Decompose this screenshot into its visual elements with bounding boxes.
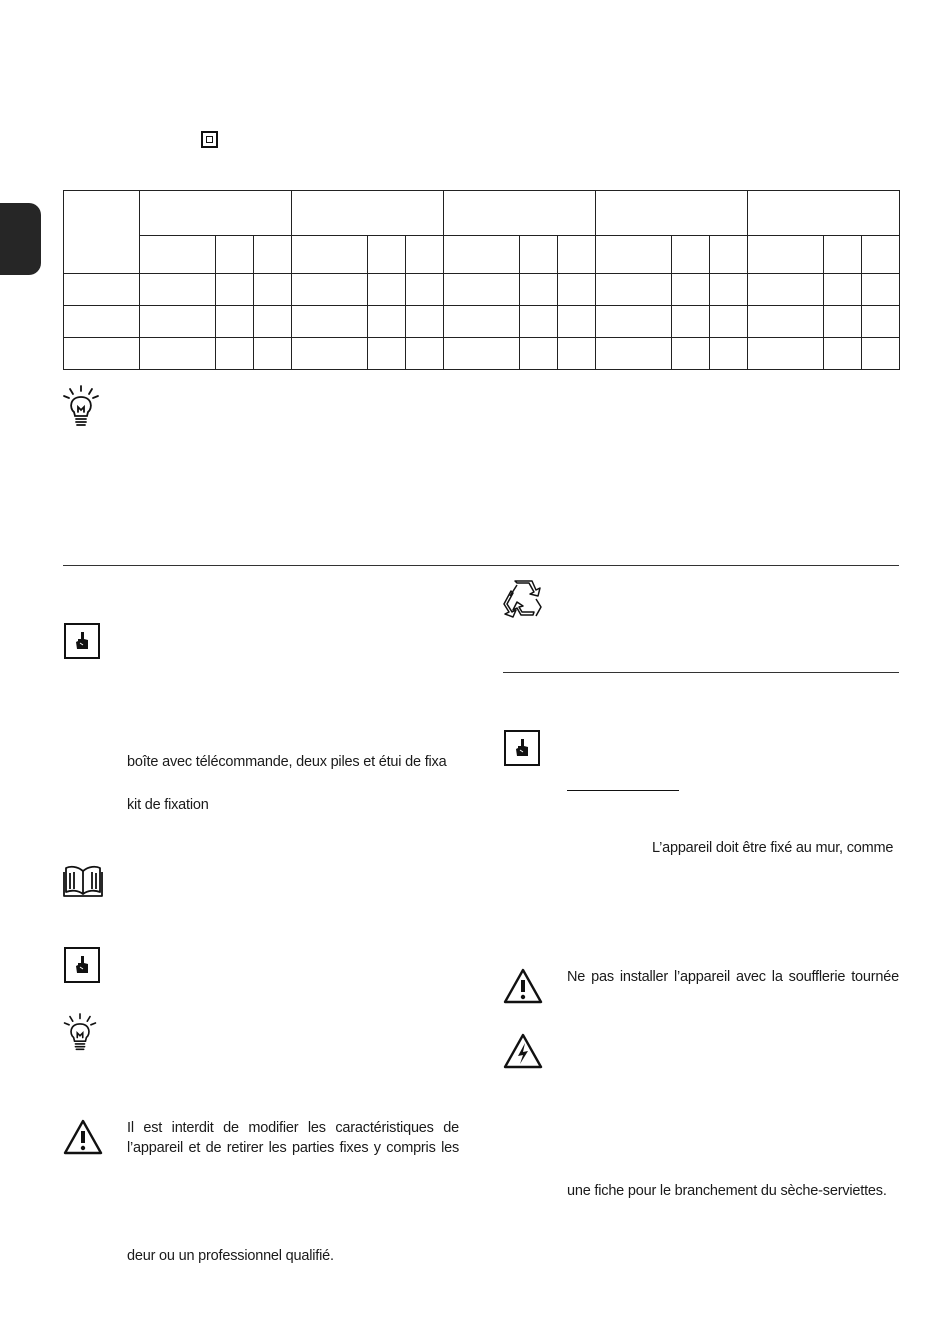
warning-text-line: l’appareil et de retirer les parties fixes y compris les	[127, 1140, 459, 1156]
blower-warning-text: Ne pas installer l’appareil avec la soufflerie tournée	[567, 969, 899, 985]
table-group-header	[140, 191, 292, 236]
plug-instruction: une fiche pour le branchement du sèche-serviettes.	[567, 1183, 887, 1199]
table-group-header	[748, 191, 900, 236]
pointing-hand-icon	[64, 947, 100, 983]
table-row	[64, 338, 900, 370]
lightbulb-icon	[62, 1013, 98, 1053]
warning-triangle-icon	[63, 1119, 103, 1155]
specification-table	[63, 190, 900, 370]
mounting-instruction: L’appareil doit être fixé au mur, comme	[652, 840, 894, 856]
open-book-icon	[62, 863, 104, 899]
lightbulb-icon	[62, 385, 100, 429]
recycle-icon	[503, 579, 543, 621]
contents-item: kit de fixation	[127, 797, 209, 813]
table-group-header	[444, 191, 596, 236]
warning-text-line: deur ou un professionnel qualifié.	[127, 1248, 334, 1264]
underline-rule	[567, 790, 679, 791]
contents-item: boîte avec télécommande, deux piles et étui de fixa	[127, 754, 447, 770]
pointing-hand-icon	[504, 730, 540, 766]
warning-text-line: Il est interdit de modifier les caractéristiques de	[127, 1120, 459, 1136]
section-divider	[503, 672, 899, 673]
table-corner-cell	[64, 191, 140, 274]
table-row	[64, 306, 900, 338]
table-header-row	[64, 191, 900, 236]
table-row	[64, 274, 900, 306]
warning-triangle-icon	[503, 968, 543, 1004]
section-side-tab	[0, 203, 41, 275]
pointing-hand-icon	[64, 623, 100, 659]
electric-shock-warning-icon	[503, 1033, 543, 1069]
table-group-header	[292, 191, 444, 236]
section-divider	[63, 565, 899, 566]
table-group-header	[596, 191, 748, 236]
table-subheader-row	[64, 236, 900, 274]
double-square-class-ii-icon	[201, 131, 218, 148]
